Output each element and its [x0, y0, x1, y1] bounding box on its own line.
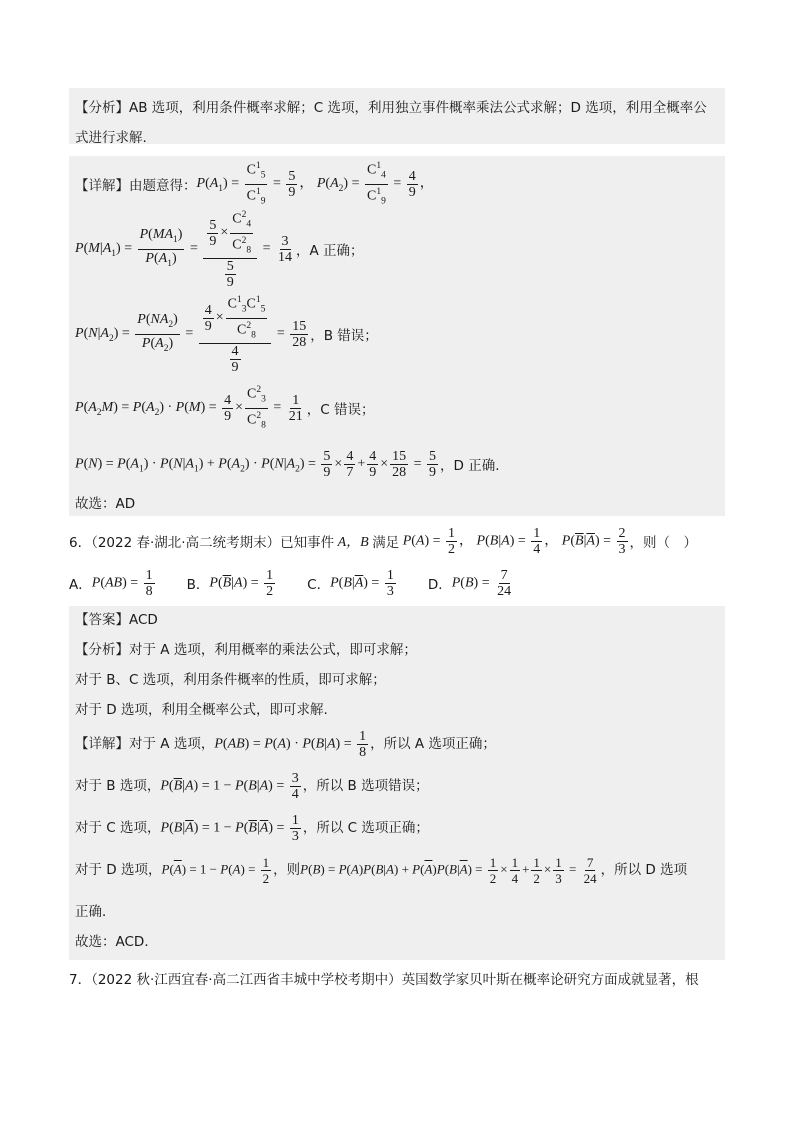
answer-q5: 故选：AD [75, 496, 136, 512]
answer-block-q5 [69, 492, 725, 516]
verdict-a: ，A 正确； [296, 243, 364, 259]
q6-analysis-1: 【分析】对于 A 选项，利用概率的乘法公式，即可求解； [75, 642, 417, 658]
q6-option-b[interactable]: B． $P(\overline{B}|A)$ = $\frac{1}{2}$ [186, 567, 274, 599]
detail-block-q5 [69, 156, 725, 504]
q6-detail-2: 对于 B 选项， $P(\overline{B}|A) = 1 - P(B|A)$ = $\frac{3}{4}$ ，所以 B 选项错误； [75, 770, 429, 802]
question-6 [69, 520, 725, 604]
q6-analysis-2: 对于 B、C 选项，利用条件概率的性质，即可求解； [75, 672, 386, 688]
analysis-block-q5 [69, 88, 725, 144]
q6-options [69, 566, 545, 600]
detail-line-pna2 [75, 295, 378, 375]
q6-detail-4: 对于 D 选项， $P(\overline{A}) = 1 - P(A)$ = $\frac{1}{2}$ ，则 $P(B) = P(A)P(B|A) + P(\overline{A})P(B|\overline{A})$ = $\frac{1}{2}$ × $\frac{1}{4}$ + $\frac{1}{2}$ × $\frac{1}{3}$ = $\frac{7}{24}$ ，所以 D 选项 [75, 854, 688, 886]
detail-line-pa2m [75, 385, 375, 430]
q6-option-c[interactable]: C． $P(B|\overline{A})$ = $\frac{1}{3}$ [307, 567, 394, 599]
question-7 [69, 964, 725, 994]
formula-pna2: $P(N|A_2)$ = $\frac{P(NA_2)}{P(A_2)}$ = $\frac{4}{9}$ × $\frac{C^1_3C^1_5}{C^2_8}$ $\frac{4}{9}$ = $\frac{15}{28}$ [75, 295, 307, 375]
q6-stem-mid: 满足 [372, 535, 400, 551]
q6-analysis-3: 对于 D 选项，利用全概率公式，即可求解. [75, 702, 328, 718]
q6-given: P(A) = $\frac{1}{2}$ ， P(B|A) = $\frac{1}{4}$ ， $P(\overline{B}|\overline{A})$ = $\frac{2}{3}$ [402, 525, 626, 557]
formula-pma1: $P(M|A_1)$ = $\frac{P(MA_1)}{P(A_1)}$ = $\frac{5}{9}$ × $\frac{C^2_4}{C^2_8}$ $\frac{5}{9}$ = $\frac{3}{14}$ [75, 210, 293, 290]
verdict-c: ，C 错误； [306, 402, 375, 418]
q6-option-a[interactable]: A． P(AB) = $\frac{1}{8}$ [69, 567, 153, 599]
detail-line-pma1 [75, 210, 364, 290]
q6-option-d[interactable]: D． P(B) = $\frac{7}{24}$ [427, 567, 512, 599]
q6-events: A，B [334, 535, 373, 550]
answer-block-q6 [69, 606, 725, 960]
analysis-line-2: 式进行求解. [75, 130, 147, 146]
formula-pa2m: $P(A_2M) = P(A_2) \cdot P(M)$ = $\frac{4}{9}$ × $\frac{C^2_3}{C^2_8}$ = $\frac{1}{21}$ [75, 385, 303, 430]
q6-detail-4-cont: 正确． [75, 904, 116, 920]
q6-final-answer: 故选：ACD． [75, 934, 158, 950]
detail-line-pa [75, 161, 434, 206]
q6-answer: 【答案】ACD [75, 612, 158, 628]
q7-stem: 7．（2022 秋·江西宜春·高二江西省丰城中学校考期中）英国数学家贝叶斯在概率论研究方面成就显著，根 [69, 972, 699, 988]
formula-pn: $P(N) = P(A_1) \cdot P(N|A_1) + P(A_2) \cdot P(N|A_2)$ = $\frac{5}{9}$ × $\frac{4}{7}$ + $\frac{4}{9}$ × $\frac{15}{28}$ = $\frac{5}{9}$ [75, 448, 437, 480]
verdict-b: ，B 错误； [310, 328, 378, 344]
analysis-line-1: 【分析】AB 选项，利用条件概率求解；C 选项，利用独立事件概率乘法公式求解；D 选项，利用全概率公 [75, 100, 707, 116]
q6-stem [69, 524, 697, 558]
verdict-d: ，D 正确. [440, 458, 500, 474]
formula-pa1: $P(A_1)$ = $\frac{C^1_5}{C^1_9}$ = $\frac{5}{9}$ ， $P(A_2)$ = $\frac{C^1_4}{C^1_9}$ = $\frac{4}{9}$ ， [196, 161, 434, 206]
q6-detail-3: 对于 C 选项， $P(B|\overline{A}) = 1 - P(\overline{B}|\overline{A})$ = $\frac{1}{3}$ ，所以 C 选项正确； [75, 812, 429, 844]
detail-line-pn [75, 444, 500, 484]
detail-label: 【详解】由题意得： [75, 178, 197, 194]
q6-stem-prefix: 6．（2022 春·湖北·高二统考期末）已知事件 [69, 535, 335, 551]
q6-detail-1: 【详解】对于 A 选项， P(AB) = P(A) · P(B|A) = $\frac{1}{8}$ ，所以 A 选项正确； [75, 728, 496, 760]
q6-stem-end: ，则（ ） [629, 535, 698, 551]
